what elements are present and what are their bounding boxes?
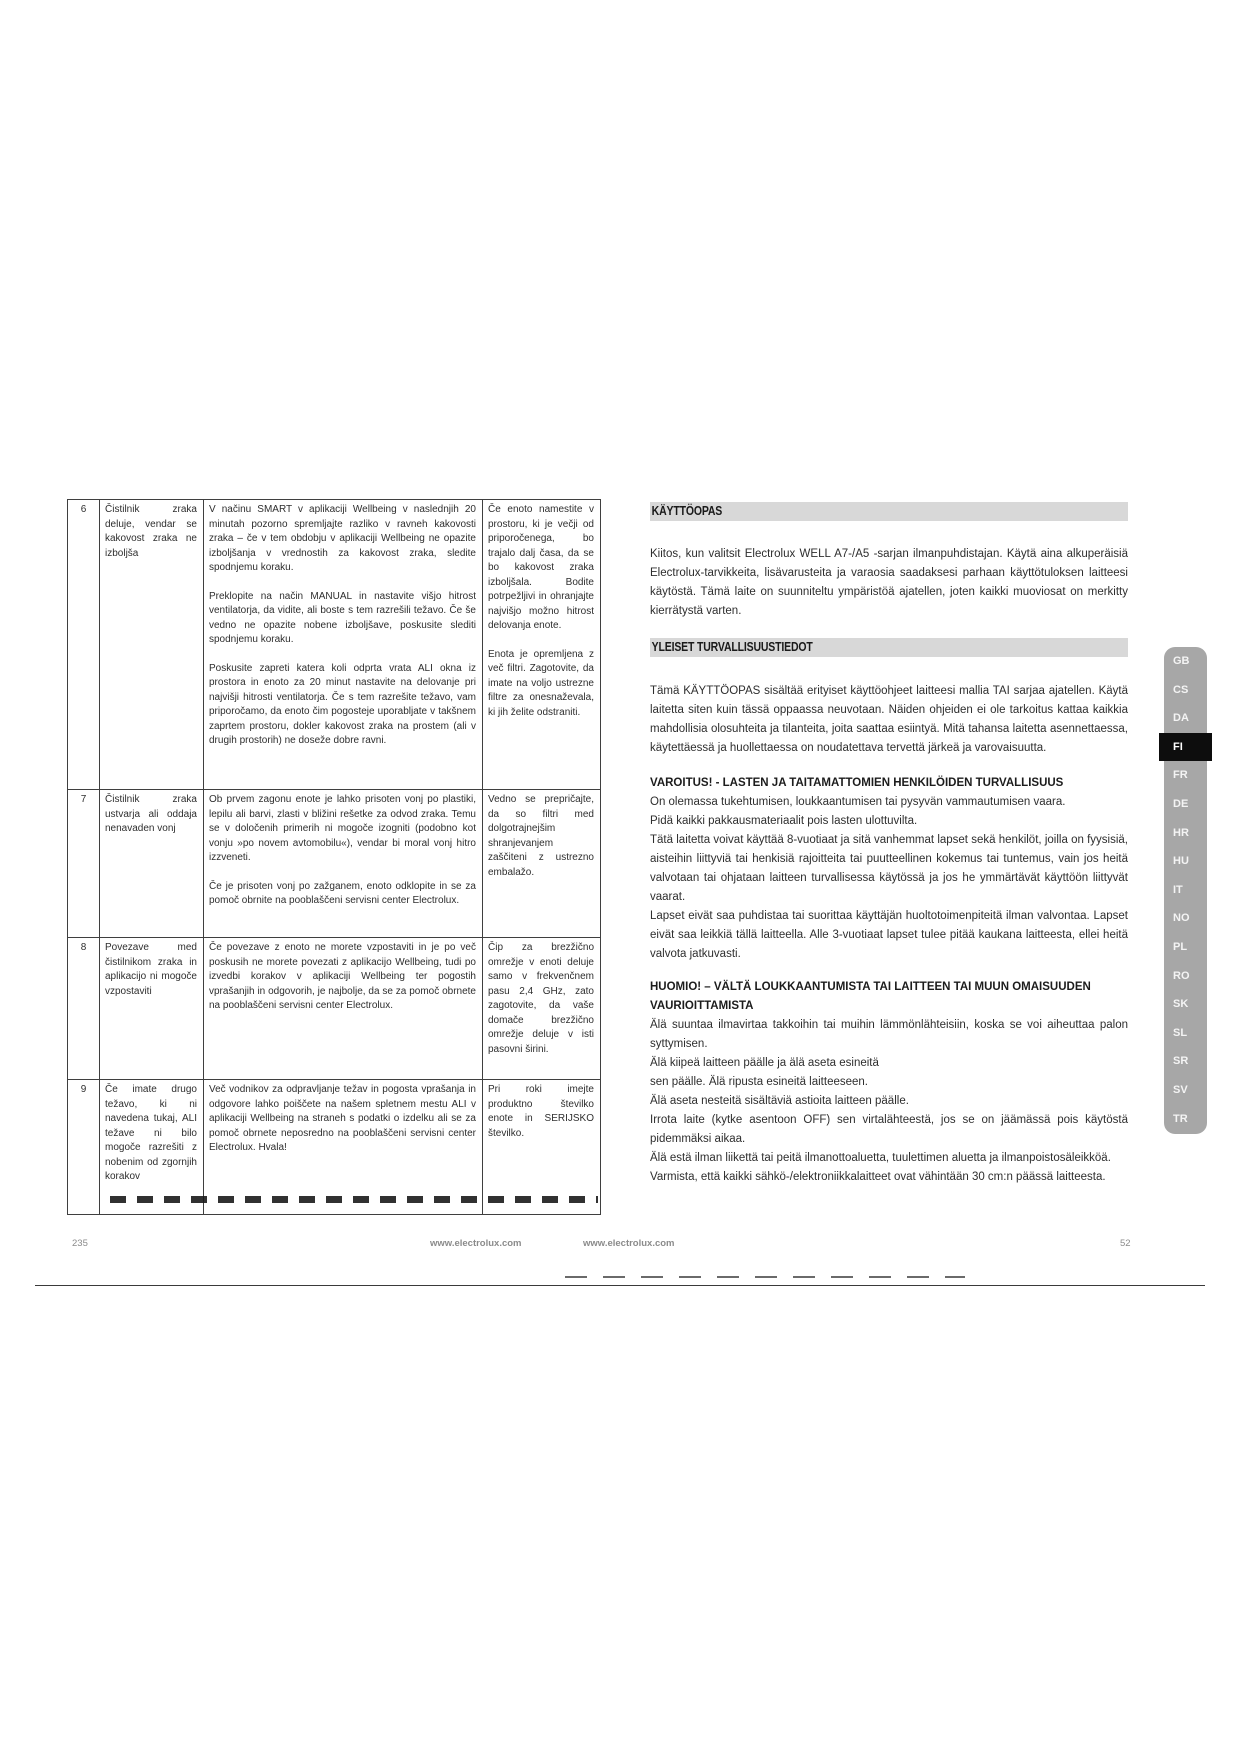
warning-item: Pidä kaikki pakkausmateriaalit pois lasten ulottuvilta. [650, 815, 918, 827]
language-tab-no: NO [1173, 912, 1190, 925]
note-paragraph: Če enoto namestite v prostoru, ki je večji od priporočenega, bo trajalo dalj časa, da se bo kakovost zraka izboljšala. Bodite potrpežljivi in ohranjajte najvišjo možno hitrost delovanja enote. [488, 504, 594, 631]
warning-item: On olemassa tukehtumisen, loukkaantumisen tai pysyvän vammautumisen vaara. [650, 796, 1066, 808]
row-note [483, 1080, 601, 1215]
right-footer-url: www.electrolux.com [583, 1238, 675, 1249]
cut-line-dashes [565, 1276, 965, 1278]
row-solution [204, 1080, 483, 1215]
row-number: 8 [68, 938, 100, 1080]
finnish-page [650, 502, 1128, 1187]
caution-heading: HUOMIO! – VÄLTÄ LOUKKAANTUMISTA TAI LAITTEEN TAI MUUN OMAISUUDEN VAURIOITTAMISTA [650, 981, 1091, 1012]
language-tab-sl: SL [1173, 1026, 1188, 1039]
row-number: 6 [68, 500, 100, 790]
solution-paragraph: Preklopite na način MANUAL in nastavite višjo hitrost ventilatorja, da vidite, ali boste s tem razrešili težavo. Če še vedno ne opazite nobene izboljšave, poskusite slediti spodnjemu koraku. [209, 590, 476, 645]
left-page-number: 235 [72, 1238, 88, 1249]
troubleshooting-table [67, 499, 601, 1215]
solution-paragraph: Če povezave z enoto ne morete vzpostaviti in je po več poskusih ne morete povezati z aplikacijo Wellbeing, tudi po izvedbi korakov v aplikaciji Wellbeing ter pogostih vprašanjih in odgovorih, je najbolje, da se za pomoč obrnete na pooblaščeni servisni center Electrolux. [209, 942, 476, 1011]
row-note [483, 790, 601, 938]
language-tab-hr: HR [1173, 826, 1189, 839]
warning-item: Lapset eivät saa puhdistaa tai suorittaa käyttäjän huoltotoimenpiteitä ilman valvontaa. Lapset eivät saa leikkiä tällä laitteella. Alle 3-vuotiaat lapset tulee pitää kaukana laitteesta, ellei heitä valvota jatkuvasti. [650, 910, 1128, 960]
intro-paragraph: Kiitos, kun valitsit Electrolux WELL A7-/A5 -sarjan ilmanpuhdistajan. Käytä aina alkuperäisiä Electrolux-tarvikkeita, lisävarusteita ja varaosia saadaksesi parhaan käyttötuloksen laitteesi käytöstä. Tämä laite on suunniteltu ympäristöä ajatellen, joten kaikki muoviosat on merkitty kierrätystä varten. [650, 548, 1128, 617]
caution-item: Älä estä ilman liikettä tai peitä ilmanottoaluetta, tuulettimen aluetta ja ilmanpoistosäleikköä. [650, 1152, 1111, 1164]
language-tab-fi-selected: FI [1159, 733, 1212, 762]
section-heading-general-safety [650, 638, 1128, 657]
row-number: 7 [68, 790, 100, 938]
language-tab-sv: SV [1173, 1083, 1188, 1096]
caution-item: Irrota laite (kytke asentoon OFF) sen virtalähteestä, jos se on jäämässä pois käytöstä pidemmäksi aikaa. [650, 1114, 1128, 1145]
language-tab-sk: SK [1173, 998, 1189, 1011]
warning-heading: VAROITUS! - LASTEN JA TAITAMATTOMIEN HENKILÖIDEN TURVALLISUUS [650, 777, 1064, 789]
solution-paragraph: V načinu SMART v aplikaciji Wellbeing v naslednjih 20 minutah pozorno spremljajte razliko v ravneh kakovosti zraka – če v tem obdobju v aplikaciji Wellbeing ne opazite izboljšanja v vrednostih za kakovost zraka, sledite spodnjemu koraku. [209, 504, 476, 573]
language-tab-it: IT [1173, 883, 1183, 896]
section-heading-text: KÄYTTÖOPAS [651, 504, 723, 518]
caution-item: Älä aseta nesteitä sisältäviä astioita laitteen päälle. [650, 1095, 909, 1107]
row-note [483, 938, 601, 1080]
table-row [68, 938, 601, 1080]
section-heading-text: YLEISET TURVALLISUUSTIEDOT [651, 640, 813, 654]
section-heading-user-manual [650, 502, 1128, 521]
language-tab-pl: PL [1173, 940, 1188, 953]
table-row [68, 790, 601, 938]
language-tab-da: DA [1173, 712, 1189, 725]
language-tab-fr: FR [1173, 769, 1188, 782]
language-tab-de: DE [1173, 797, 1189, 810]
left-footer-url: www.electrolux.com [430, 1238, 522, 1249]
language-tab-gb: GB [1173, 655, 1190, 667]
solution-paragraph: Več vodnikov za odpravljanje težav in pogosta vprašanja in odgovore lahko poiščete na našem spletnem mestu ALI v aplikaciji Wellbeing na straneh s podatki o izdelku ali se za pomoč obrnete neposredno na pooblaščeni servisni center Electrolux. Hvala! [209, 1084, 476, 1153]
solution-paragraph: Če je prisoten vonj po zažganem, enoto odklopite in se za pomoč obrnite na pooblaščeni servisni center Electrolux. [209, 880, 476, 906]
general-info-paragraph: Tämä KÄYTTÖOPAS sisältää erityiset käyttöohjeet laitteesi mallia TAI sarjaa ajatellen. Käytä laitetta siten kuin tässä oppaassa neuvotaan. Näiden ohjeiden ei ole tarkoitus kattaa kaikkia mahdollisia olosuhteita ja tilanteita, joita saattaa esiintyä. Mitä tahansa laitetta asennettaessa, käytettäessä ja huollettaessa on noudatettava tervettä järkeä ja varovaisuutta. [650, 685, 1128, 754]
row-solution [204, 500, 483, 790]
row-solution [204, 938, 483, 1080]
solution-paragraph: Ob prvem zagonu enote je lahko prisoten vonj po plastiki, lepilu ali barvi, zlasti v bližini rešetke za odvod zraka. Temu se v določenih primerih ni mogoče izogniti (podobno kot vonju »po novem avtomobilu«), vendar bi moral vonj hitro izzveneti. [209, 794, 476, 863]
caution-item: sen päälle. Älä ripusta esineitä laitteeseen. [650, 1076, 869, 1088]
row-problem: Čistilnik zraka ustvarja ali oddaja nenavaden vonj [100, 790, 204, 938]
language-tab-sr: SR [1173, 1055, 1189, 1068]
note-paragraph: Čip za brezžično omrežje v enoti deluje samo v frekvenčnem pasu 2,4 GHz, zato zagotovite, da vaše domače brezžično omrežje deluje v isti pasovni širini. [488, 942, 594, 1055]
language-tab-hu: HU [1173, 855, 1189, 868]
note-paragraph: Vedno se prepričajte, da so filtri med dolgotrajnejšim shranjevanjem zaščiteni z ustrezno embalažo. [488, 794, 594, 878]
language-tab-bar [1164, 647, 1207, 1134]
row-problem: Povezave med čistilnikom zraka in aplikacijo ni mogoče vzpostaviti [100, 938, 204, 1080]
language-tab-tr: TR [1173, 1112, 1188, 1125]
note-paragraph: Enota je opremljena z več filtri. Zagotovite, da imate na voljo ustrezne filtre za onesnaževala, ki jih želite odstraniti. [488, 648, 594, 718]
row-note [483, 500, 601, 790]
row-problem: Če imate drugo težavo, ki ni navedena tukaj, ALI težave ni bilo mogoče razrešiti z nobenim od zgornjih korakov [100, 1080, 204, 1215]
right-page-number: 52 [1120, 1238, 1131, 1249]
row-solution [204, 790, 483, 938]
table-row [68, 500, 601, 790]
row-problem: Čistilnik zraka deluje, vendar se kakovost zraka ne izboljša [100, 500, 204, 790]
caution-item: Älä kiipeä laitteen päälle ja älä aseta esineitä [650, 1057, 879, 1069]
language-tab-ro: RO [1173, 969, 1190, 982]
row-number: 9 [68, 1080, 100, 1215]
warning-item: Tätä laitetta voivat käyttää 8-vuotiaat ja sitä vanhemmat lapset sekä henkilöt, joilla on fyysisiä, aisteihin liittyviä tai henkisiä rajoitteita tai puutteellinen kokemus tai tuntemus, vain jos heitä valvotaan tai ohjataan laitteen turvallisessa käytössä ja jos he ymmärtävät käyttöön liittyvät vaarat. [650, 834, 1128, 903]
caution-item: Älä suuntaa ilmavirtaa takkoihin tai muihin lämmönlähteisiin, koska se voi aiheuttaa palon syttymisen. [650, 1019, 1128, 1050]
caution-item: Varmista, että kaikki sähkö-/elektroniikkalaitteet ovat vähintään 30 cm:n päässä laitteesta. [650, 1171, 1106, 1183]
scan-artifact-dashes [110, 1196, 598, 1203]
note-paragraph: Pri roki imejte produktno številko enote in SERIJSKO številko. [488, 1084, 594, 1139]
cut-line [35, 1285, 1205, 1286]
solution-paragraph: Poskusite zapreti katera koli odprta vrata ALI okna iz prostora in enoto za 20 minut nastavite na delovanje pri najvišji hitrosti ventilatorja. Če s tem razrešite težavo, vam priporočamo, da enoto čim pogosteje uporabljate v takšnem zaprtem prostoru, dokler kakovost zraka na prostem (ali v drugih prostorih) ne doseže dobre ravni. [209, 662, 476, 746]
language-tab-cs: CS [1173, 683, 1189, 696]
table-row [68, 1080, 601, 1215]
